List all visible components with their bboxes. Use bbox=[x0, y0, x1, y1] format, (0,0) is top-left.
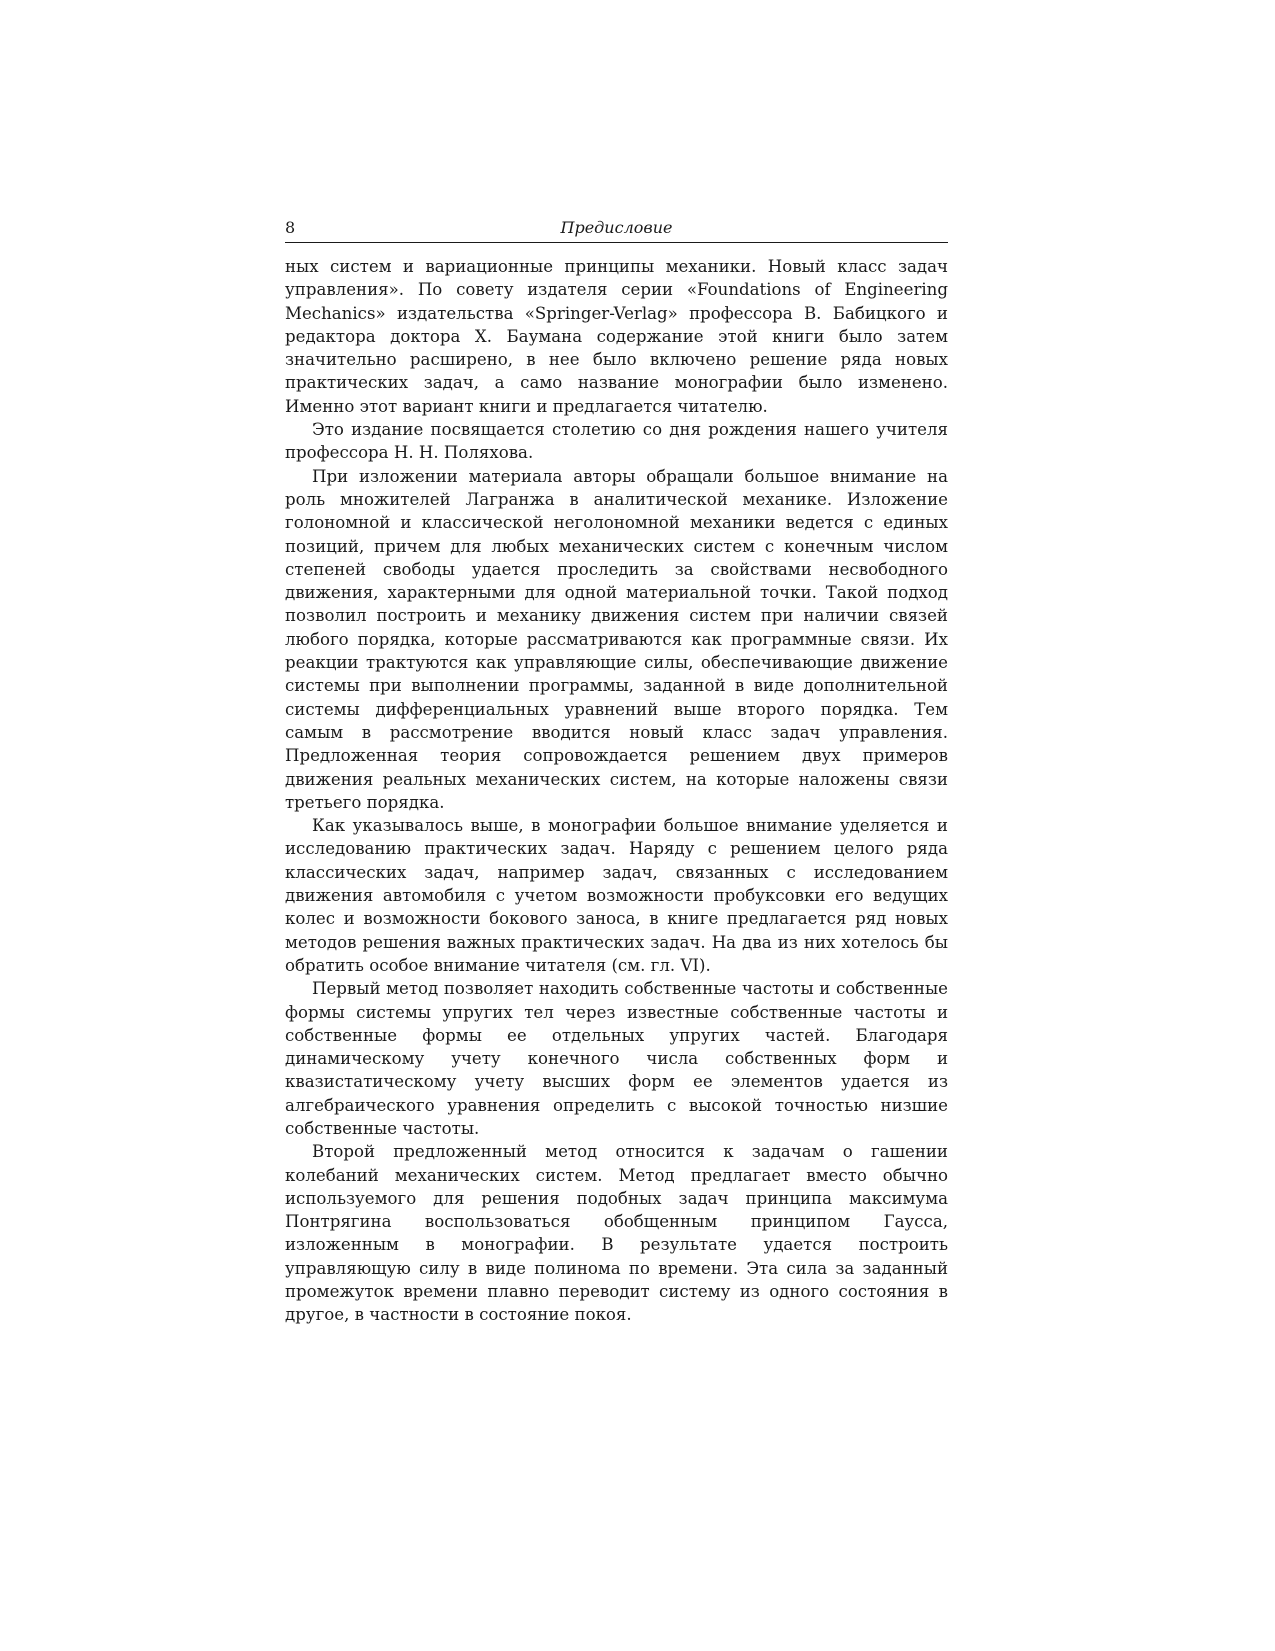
paragraph-dedication: Это издание посвящается столетию со дня рождения нашего учителя профессора Н. Н. Поляхова. bbox=[285, 420, 948, 463]
paragraph-second-method: Второй предложенный метод относится к задачам о гашении колебаний механических систем. Метод предлагает вместо обычно используемого для решения подобных задач принципа максимума Понтрягина воспользоваться обобщенным принципом Гаусса, изложенным в монографии. В результате удается построить управляющую силу в виде полинома по времени. Эта сила за заданный промежуток времени плавно переводит систему из одного состояния в другое, в частности в состояние покоя. bbox=[285, 1142, 948, 1325]
book-page bbox=[285, 218, 948, 1327]
body-text bbox=[285, 255, 948, 1327]
page-number: 8 bbox=[285, 218, 296, 237]
paragraph-continuation: ных систем и вариационные принципы механики. Новый класс задач управления». По совету издателя серии «Foundations of Engineering Mechanics» издательства «Springer-Verlag» профессора В. Бабицкого и редактора доктора Х. Баумана содержание этой книги было затем значительно расширено, в нее было включено решение ряда новых практических задач, а само название монографии было изменено. Именно этот вариант книги и предлагается читателю. bbox=[285, 257, 948, 416]
paragraph-practical-problems: Как указывалось выше, в монографии большое внимание уделяется и исследованию практических задач. Наряду с решением целого ряда классических задач, например задач, связанных с исследованием движения автомобиля с учетом возможности пробуксовки его ведущих колес и возможности бокового заноса, в книге предлагается ряд новых методов решения важных практических задач. На два из них хотелось бы обратить особое внимание читателя (см. гл. VI). bbox=[285, 816, 948, 975]
running-head bbox=[285, 218, 948, 243]
paragraph-first-method: Первый метод позволяет находить собственные частоты и собственные формы системы упругих тел через известные собственные частоты и собственные формы ее отдельных упругих частей. Благодаря динамическому учету конечного числа собственных форм и квазистатическому учету высших форм ее элементов удается из алгебраического уравнения определить с высокой точностью низшие собственные частоты. bbox=[285, 979, 948, 1138]
running-title: Предисловие bbox=[560, 218, 673, 237]
paragraph-lagrange-multipliers: При изложении материала авторы обращали большое внимание на роль множителей Лагранжа в аналитической механике. Изложение голономной и классической неголономной механики ведется с единых позиций, причем для любых механических систем с конечным числом степеней свободы удается проследить за свойствами несвободного движения, характерными для одной материальной точки. Такой подход позволил построить и механику движения систем при наличии связей любого порядка, которые рассматриваются как программные связи. Их реакции трактуются как управляющие силы, обеспечивающие движение системы при выполнении программы, заданной в виде дополнительной системы дифференциальных уравнений выше второго порядка. Тем самым в рассмотрение вводится новый класс задач управления. Предложенная теория сопровождается решением двух примеров движения реальных механических систем, на которые наложены связи третьего порядка. bbox=[285, 466, 948, 812]
